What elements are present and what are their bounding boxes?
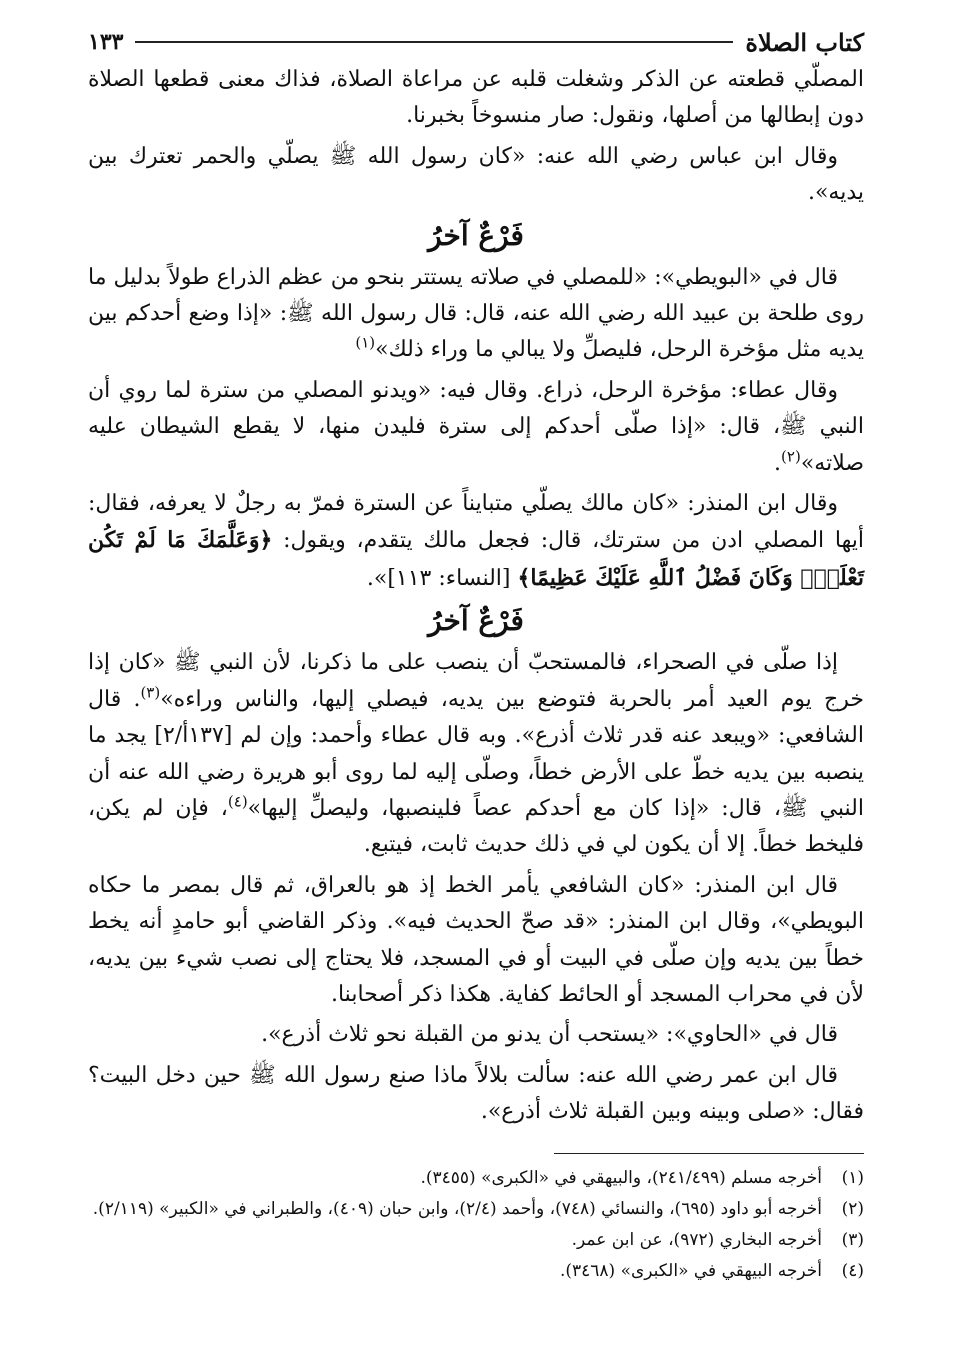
quran-verse: ﴿وَعَلَّمَكَ مَا لَمْ تَكُن تَعْلَمُۚ وَكَانَ فَضْلُ ٱللَّهِ عَلَيْكَ عَظِيمًا﴾ <box>88 527 864 591</box>
paragraph-text: قال في «الحاوي»: «يستحب أن يدنو من القبلة نحو ثلاث أذرع». <box>261 1022 838 1048</box>
paragraph <box>88 868 864 1014</box>
paragraph-text: قال ابن عمر رضي الله عنه: سألت بلالاً ماذا صنع رسول الله ﷺ حين دخل البيت؟ فقال: «صلى وبينه وبين القبلة ثلاث أذرع». <box>88 1062 864 1125</box>
body-text <box>88 62 864 1131</box>
footnote-number: (٢) <box>841 1198 864 1219</box>
paragraph <box>88 373 864 482</box>
paragraph-text: قال ابن المنذر: «كان الشافعي يأمر الخط إذ هو بالعراق، ثم قال بمصر ما حكاه البويطي»، وقال ابن المنذر: «قد صحّ الحديث فيه». وذكر القاضي أبو حامدٍ أنه يخط خطاً بين يديه وإن صلّى في البيت أو في المسجد، فلا يحتاج إلى نصب شيء بين يديه، لأن في محراب المسجد أو الحائط كفاية. هكذا ذكر أصحابنا. <box>88 872 864 1007</box>
book-title: كتاب الصلاة <box>745 27 864 57</box>
paragraph-text: وقال عطاء: مؤخرة الرحل، ذراع. وقال فيه: «ويدنو المصلي من سترة لما روي أن النبي ﷺ، قال: «إذا صلّى أحدكم إلى سترة فليدن منها، لا يقطع الشيطان عليه صلاته» <box>88 377 864 476</box>
footnote-ref: (٣) <box>140 683 161 702</box>
footnote-text: أخرجه البيهقي في «الكبرى» (٣٤٦٨). <box>559 1260 822 1281</box>
verse-citation: [النساء: ١١٣]». <box>366 565 518 591</box>
paragraph <box>88 260 864 369</box>
footnote-number: (٣) <box>841 1229 864 1250</box>
footnote <box>88 1164 864 1193</box>
page-number: ١٣٣ <box>88 29 124 55</box>
paragraph-text: قال في «البويطي»: «للمصلي في صلاته يستتر بنحو من عظم الذراع طولاً بدليل ما روى طلحة بن عبيد الله رضي الله عنه، قال: قال رسول الله ﷺ: «إذا وضع أحدكم بين يديه مثل مؤخرة الرحل، فليصلِّ ولا يبالي ما وراء ذلك» <box>88 264 864 363</box>
paragraph-tail: ، فإن لم <box>142 795 228 821</box>
paragraph-text: يكن، فليخط خطاً. إلا أن يكون لي في ذلك حديث ثابت، فيتبع. <box>88 795 864 858</box>
footnote-ref: (٢) <box>781 447 801 466</box>
paragraph-text: إذا صلّى في الصحراء، فالمستحبّ أن ينصب على ما ذكرنا، لأن النبي ﷺ «كان إذا خرج يوم العيد أمر بالحربة فتوضع بين يديه، فيصلي إليها، والناس وراءه» <box>88 650 864 712</box>
footnotes <box>88 1164 864 1286</box>
paragraph-tail: . <box>774 450 782 476</box>
paragraph-text: وقال ابن المنذر: «كان مالك يصلّي متبايناً عن السترة فمرّ به رجلٌ لا يعرفه، فقال: أيها المصلي ادن من سترتك، قال: فجعل مالك يتقدم، ويقول: <box>88 491 865 554</box>
footnote-text: أخرجه أبو داود (٦٩٥)، والنسائي (٧٤٨)، وأحمد (٢/٤)، وابن حبان (٤٠٩)، والطبراني في «الكبير» (٢/١١٩). <box>92 1198 822 1219</box>
footnote-ref: (١) <box>355 334 376 353</box>
footnote-number: (١) <box>841 1167 864 1188</box>
header-rule <box>135 41 733 43</box>
section-heading: فَرْعٌ آخرُ <box>428 604 524 638</box>
paragraph <box>88 645 864 863</box>
footnote-number: (٤) <box>841 1260 864 1281</box>
paragraph <box>88 1058 864 1131</box>
paragraph-tail: . قال الشافعي: «ويبعد عنه قدر ثلاث أذرع». وبه قال عطاء وأحمد: وإن لم [١٣٧أ/٢] يجد ما ينصبه بين يديه خطّ على الأرض خطاً، وصلّى إليه لما روى أبو هريرة رضي الله عنه أن النبي ﷺ، قال: «إذا كان مع أحدكم عصاً فلينصبها، وليصلِّ إليها» <box>88 686 865 821</box>
footnote <box>88 1257 864 1286</box>
footnote-text: أخرجه البخاري (٩٧٢)، عن ابن عمر. <box>571 1229 822 1250</box>
paragraph <box>88 1017 864 1053</box>
footnote <box>88 1226 864 1255</box>
paragraph-text: وقال ابن عباس رضي الله عنه: «كان رسول الله ﷺ يصلّي والحمر تعترك بين يديه». <box>88 143 864 206</box>
footnote <box>88 1195 864 1224</box>
paragraph <box>88 62 864 135</box>
footnote-text: أخرجه مسلم (٢٤١/٤٩٩)، والبيهقي في «الكبرى» (٣٤٥٥). <box>420 1167 822 1188</box>
footnote-separator <box>554 1153 864 1154</box>
page-header <box>88 22 864 62</box>
section-heading: فَرْعٌ آخرُ <box>428 218 524 252</box>
book-page <box>88 22 864 1342</box>
paragraph <box>88 486 864 597</box>
paragraph-text: المصلّي قطعته عن الذكر وشغلت قلبه عن مراعاة الصلاة، فذاك معنى قطعها الصلاة دون إبطالها من أصلها، ونقول: صار منسوخاً بخبرنا. <box>88 67 864 129</box>
footnote-ref: (٤) <box>227 792 248 811</box>
paragraph <box>88 139 864 212</box>
